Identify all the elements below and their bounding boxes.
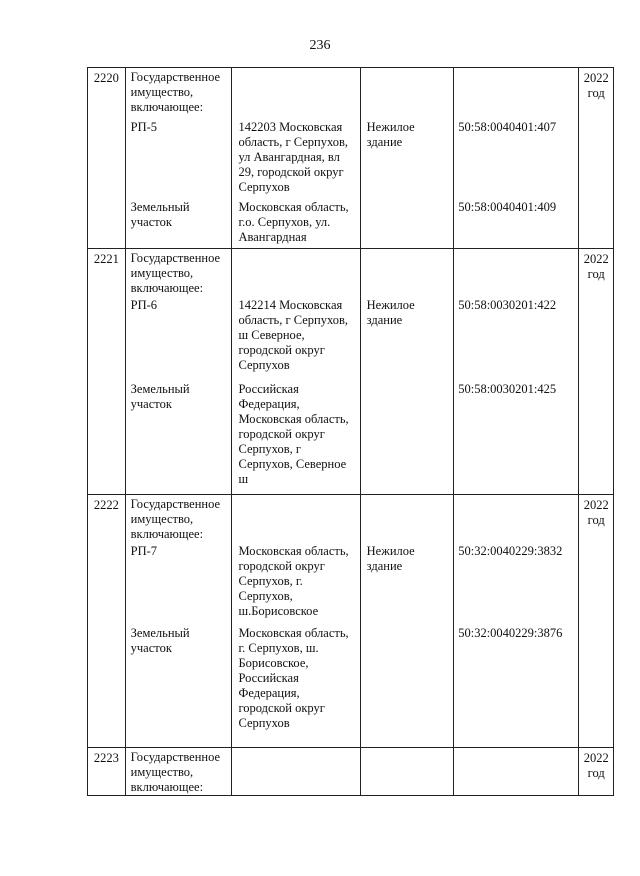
cadastral-number: 50:58:0030201:422 [458,298,557,312]
group-header: Государственное имущество, включающее: [130,497,221,541]
cadastral-number: 50:58:0040401:407 [458,120,557,134]
table-row [88,748,614,796]
table-row [88,249,614,495]
group-header: Государственное имущество, включающее: [130,251,221,295]
property-registry-table [87,67,614,796]
item-name: РП-6 [130,298,158,312]
item-address: Московская область, г. Серпухов, ш. Борисовское, Российская Федерация, городской округ Серпухов [238,626,349,730]
year-cell: 2022 год [583,252,609,281]
item-name: Земельный участок [130,626,190,655]
item-name: РП-7 [130,544,158,558]
cadastral-number: 50:58:0040401:409 [458,200,557,214]
item-name: Земельный участок [130,382,190,411]
item-type: Нежилое здание [366,120,415,149]
item-type [361,624,454,742]
item-address: 142203 Московская область, г Серпухов, ул Авангардная, вл 29, городской округ Серпухов [238,120,349,194]
year-cell: 2022 год [583,71,609,100]
year-cell: 2022 год [583,751,609,780]
item-name: РП-5 [130,120,158,134]
page-number: 236 [309,38,331,53]
group-header: Государственное имущество, включающее: [130,750,221,794]
item-address: Российская Федерация, Московская область, городской округ Серпухов, г Серпухов, Северное ш [238,382,349,486]
table-row [88,68,614,249]
item-address: Московская область, г.о. Серпухов, ул. Авангардная [238,200,349,244]
item-type [361,198,454,246]
item-type [361,380,454,492]
item-type: Нежилое здание [366,298,415,327]
item-name: Земельный участок [130,200,190,229]
row-number: 2221 [93,252,119,266]
item-address: 142214 Московская область, г Серпухов, ш Северное, городской округ Серпухов [238,298,349,372]
year-cell: 2022 год [583,498,609,527]
cadastral-number: 50:32:0040229:3876 [458,626,563,640]
table-row [88,495,614,748]
row-number: 2222 [93,498,119,512]
row-number: 2220 [93,71,119,85]
group-header: Государственное имущество, включающее: [130,70,221,114]
item-address: Московская область, городской округ Серпухов, г. Серпухов, ш.Борисовское [238,544,349,618]
row-number: 2223 [93,751,119,765]
cadastral-number: 50:32:0040229:3832 [458,544,563,558]
cadastral-number: 50:58:0030201:425 [458,382,557,396]
item-type: Нежилое здание [366,544,415,573]
